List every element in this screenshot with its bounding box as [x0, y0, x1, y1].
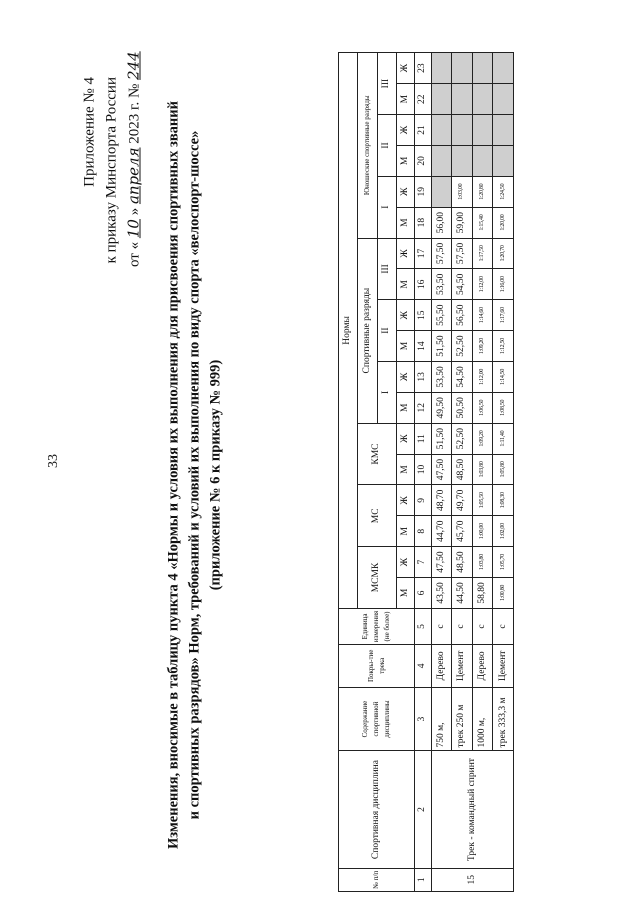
row-surface: Цемент	[493, 645, 514, 688]
norm-value: 52,50	[452, 331, 473, 362]
header-content: Содержание спортивной дисциплины	[339, 687, 415, 751]
norm-value: 47,50	[431, 547, 452, 578]
norm-value	[452, 145, 473, 176]
gender-female: Ж	[396, 238, 415, 269]
gender-male: М	[396, 454, 415, 485]
column-number: 12	[415, 392, 431, 423]
norm-value: 47,50	[431, 454, 452, 485]
norm-value: 48,50	[452, 454, 473, 485]
norm-value	[493, 53, 514, 84]
norm-value: 49,50	[431, 392, 452, 423]
column-number: 16	[415, 269, 431, 300]
appendix-date-line	[123, 51, 146, 267]
norm-value	[431, 115, 452, 146]
norm-value: 1:00,80	[493, 578, 514, 609]
header-sport-ranks: Спортивные разряды	[357, 238, 378, 423]
appendix-block	[79, 51, 146, 267]
norm-value: 1:24,50	[493, 176, 514, 207]
gender-male: М	[396, 207, 415, 238]
column-number: 4	[415, 645, 431, 688]
column-number: 8	[415, 516, 431, 547]
row-surface: Дерево	[472, 645, 493, 688]
norm-value: 57,50	[431, 238, 452, 269]
norm-value	[472, 115, 493, 146]
norm-value: 1:09,20	[472, 331, 493, 362]
norm-value	[431, 84, 452, 115]
document-title	[164, 60, 227, 890]
row-content: 1000 м,	[472, 687, 493, 751]
gender-female: Ж	[396, 53, 415, 84]
date-month: апреля	[124, 147, 143, 205]
row-surface: Дерево	[431, 645, 452, 688]
row-unit: с	[452, 608, 473, 644]
date-number: 244	[124, 51, 143, 80]
norm-value: 54,50	[452, 361, 473, 392]
gender-female: Ж	[396, 485, 415, 516]
norm-value: 43,50	[431, 578, 452, 609]
title-line2: и спортивных разрядов» Норм, требований и условий их выполнения по виду спорта «велоспорт-шоссе»	[186, 130, 203, 820]
header-kms: КМС	[357, 423, 396, 485]
norm-value	[431, 176, 452, 207]
column-number: 23	[415, 53, 431, 84]
gender-male: М	[396, 331, 415, 362]
row-unit: с	[493, 608, 514, 644]
norm-value	[472, 84, 493, 115]
norm-value	[452, 115, 473, 146]
gender-female: Ж	[396, 300, 415, 331]
column-number: 18	[415, 207, 431, 238]
norm-value: 54,50	[452, 269, 473, 300]
norm-value: 44,70	[431, 516, 452, 547]
header-youth-rank-2: II	[378, 115, 397, 177]
gender-male: М	[396, 392, 415, 423]
row-content: трек 333,3 м	[493, 687, 514, 751]
norm-value: 1:03,80	[472, 547, 493, 578]
norm-value: 1:16,00	[493, 269, 514, 300]
header-sport-rank-2: II	[378, 300, 397, 362]
norm-value: 48,50	[452, 547, 473, 578]
column-number: 22	[415, 84, 431, 115]
gender-male: М	[396, 145, 415, 176]
norm-value: 1:17,50	[472, 238, 493, 269]
row-num: 15	[431, 868, 513, 891]
norm-value: 57,50	[452, 238, 473, 269]
page-number: 33	[46, 454, 61, 468]
norm-value: 1:05,70	[493, 547, 514, 578]
norm-value: 1:02,00	[493, 516, 514, 547]
column-number: 7	[415, 547, 431, 578]
table-row	[431, 53, 452, 892]
column-number: 5	[415, 608, 431, 644]
column-number: 6	[415, 578, 431, 609]
gender-male: М	[396, 84, 415, 115]
column-number: 2	[415, 751, 431, 868]
column-number: 1	[415, 868, 431, 891]
norm-value: 1:05,80	[493, 454, 514, 485]
header-unit: Единица измерения (не более)	[339, 608, 415, 644]
appendix-line2: к приказу Минспорта России	[103, 77, 120, 264]
header-discipline: Спортивная дисциплина	[339, 751, 415, 868]
norm-value: 1:08,30	[493, 485, 514, 516]
norm-value	[452, 53, 473, 84]
column-number: 14	[415, 331, 431, 362]
norms-table	[338, 52, 514, 892]
row-unit: с	[431, 608, 452, 644]
norm-value: 51,50	[431, 423, 452, 454]
norms-table-wrapper	[338, 52, 514, 892]
column-number: 3	[415, 687, 431, 751]
norm-value	[452, 84, 473, 115]
norm-value	[493, 84, 514, 115]
header-youth-ranks: Юношеские спортивные разряды	[357, 53, 378, 239]
title-line3: (приложение № 6 к приказу № 999)	[207, 359, 224, 591]
norm-value: 1:20,80	[472, 176, 493, 207]
date-year: 2023 г. №	[126, 83, 143, 144]
header-ms: МС	[357, 485, 396, 547]
norm-value: 59,00	[452, 207, 473, 238]
title-line1: Изменения, вносимые в таблицу пункта 4 «Нормы и условия их выполнения для присвоения спортивных званий	[165, 101, 182, 849]
header-sport-rank-3: III	[378, 238, 397, 300]
norm-value: 49,70	[452, 485, 473, 516]
norm-value: 44,50	[452, 578, 473, 609]
norm-value: 52,50	[452, 423, 473, 454]
header-norms: Нормы	[339, 53, 358, 609]
column-number: 10	[415, 454, 431, 485]
header-youth-rank-3: III	[378, 53, 397, 115]
gender-female: Ж	[396, 361, 415, 392]
norm-value: 1:00,00	[472, 516, 493, 547]
header-surface: Покры-тие трека	[339, 645, 415, 688]
norm-value: 56,50	[452, 300, 473, 331]
header-youth-rank-1: I	[378, 176, 397, 238]
norm-value	[472, 145, 493, 176]
gender-male: М	[396, 516, 415, 547]
norm-value: 1:11,40	[493, 423, 514, 454]
norm-value: 55,50	[431, 300, 452, 331]
date-mid: »	[126, 207, 143, 216]
norm-value: 56,00	[431, 207, 452, 238]
row-surface: Цемент	[452, 645, 473, 688]
row-content: 750 м,	[431, 687, 452, 751]
column-number-row	[415, 53, 431, 892]
row-discipline: Трек - командный спринт	[431, 751, 513, 868]
column-number: 9	[415, 485, 431, 516]
gender-male: М	[396, 269, 415, 300]
header-sport-rank-1: I	[378, 361, 397, 423]
norm-value	[431, 145, 452, 176]
norm-value: 1:09,20	[472, 423, 493, 454]
gender-female: Ж	[396, 115, 415, 146]
norm-value: 51,50	[431, 331, 452, 362]
norm-value: 53,50	[431, 361, 452, 392]
column-number: 20	[415, 145, 431, 176]
column-number: 11	[415, 423, 431, 454]
norm-value	[493, 115, 514, 146]
header-num: № п/п	[339, 868, 415, 891]
norm-value: 1:14,60	[472, 300, 493, 331]
norm-value: 58,80	[472, 578, 493, 609]
norm-value: 1:15,40	[472, 207, 493, 238]
norm-value: 1:20,70	[493, 238, 514, 269]
norm-value: 1:12,00	[472, 269, 493, 300]
gender-female: Ж	[396, 423, 415, 454]
gender-female: Ж	[396, 547, 415, 578]
row-unit: с	[472, 608, 493, 644]
norm-value: 50,50	[452, 392, 473, 423]
row-content: трек 250 м	[452, 687, 473, 751]
norm-value: 1:08,50	[493, 392, 514, 423]
norm-value: 48,70	[431, 485, 452, 516]
column-number: 13	[415, 361, 431, 392]
column-number: 19	[415, 176, 431, 207]
norm-value: 1:03,80	[472, 454, 493, 485]
column-number: 17	[415, 238, 431, 269]
date-day: 10	[124, 219, 143, 239]
gender-female: Ж	[396, 176, 415, 207]
gender-male: М	[396, 578, 415, 609]
norm-value	[431, 53, 452, 84]
norm-value: 1:12,50	[493, 331, 514, 362]
date-prefix: от «	[126, 241, 143, 267]
norm-value	[472, 53, 493, 84]
norm-value: 1:03,00	[452, 176, 473, 207]
norm-value	[493, 145, 514, 176]
norm-value: 1:20,00	[493, 207, 514, 238]
norm-value: 1:05,50	[472, 485, 493, 516]
norm-value: 53,50	[431, 269, 452, 300]
norm-value: 1:06,50	[472, 392, 493, 423]
appendix-line1: Приложение № 4	[81, 77, 98, 187]
norm-value: 45,70	[452, 516, 473, 547]
norm-value: 1:12,00	[472, 361, 493, 392]
norm-value: 1:17,60	[493, 300, 514, 331]
header-msmk: МСМК	[357, 547, 396, 609]
norm-value: 1:14,50	[493, 361, 514, 392]
column-number: 21	[415, 115, 431, 146]
column-number: 15	[415, 300, 431, 331]
